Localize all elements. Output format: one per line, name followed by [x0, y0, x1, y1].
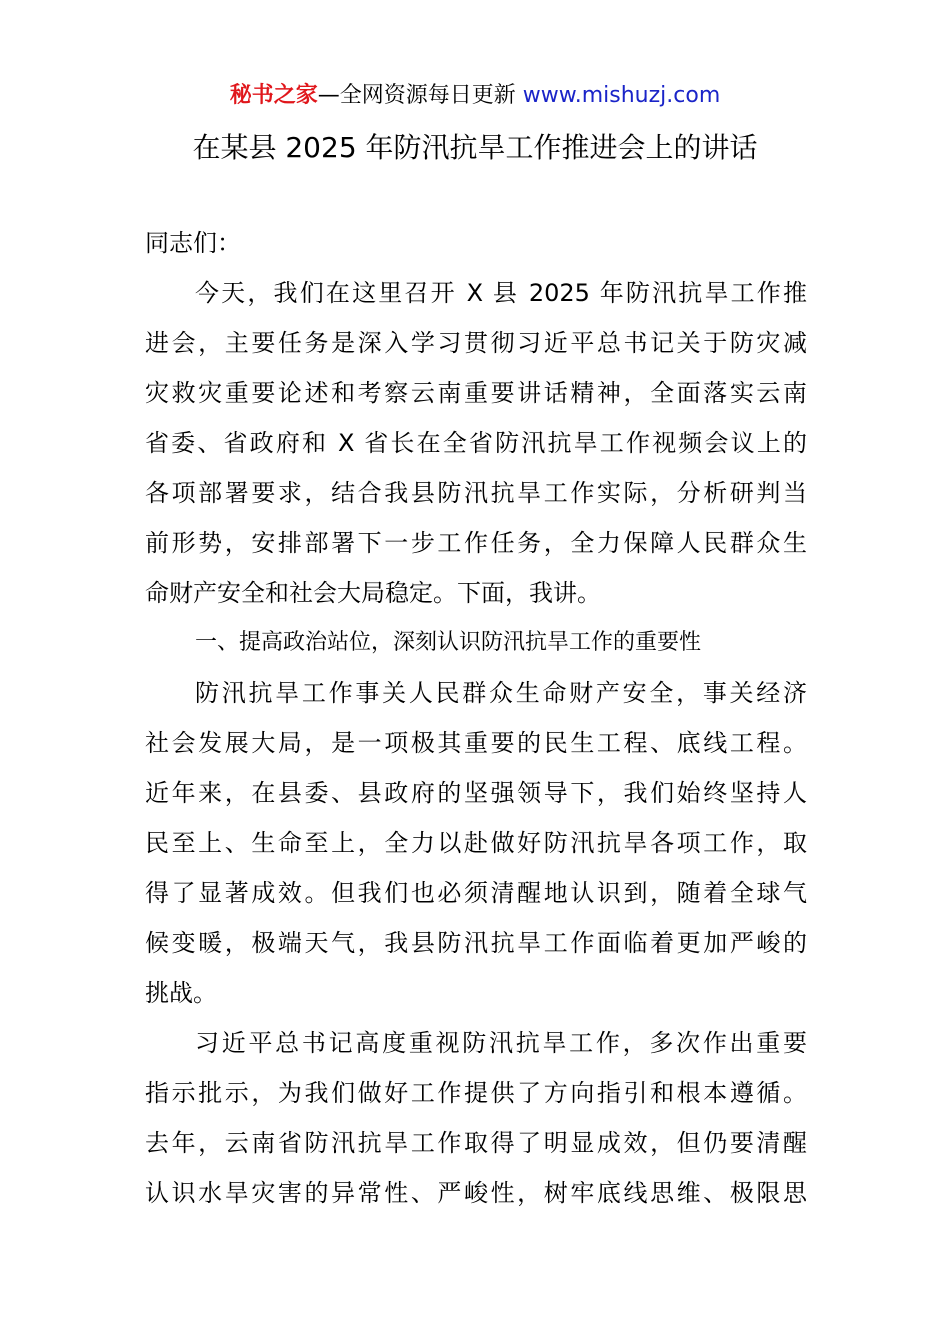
site-header	[0, 80, 950, 112]
text-line: 防汛抗旱工作事关人民群众生命财产安全，事关经济	[195, 679, 807, 707]
text-line: 前形势，安排部署下一步工作任务，全力保障人民群众生	[145, 529, 807, 557]
text-line: 社会发展大局，是一项极其重要的民生工程、底线工程。	[145, 729, 807, 757]
salutation: 同志们：	[145, 229, 241, 257]
section-heading: 一、提高政治站位，深刻认识防汛抗旱工作的重要性	[195, 630, 702, 655]
text-line: 去年，云南省防汛抗旱工作取得了明显成效，但仍要清醒	[145, 1129, 807, 1157]
text-line: 得了显著成效。但我们也必须清醒地认识到，随着全球气	[145, 879, 807, 907]
text-line: 习近平总书记高度重视防汛抗旱工作，多次作出重要	[195, 1029, 807, 1057]
text-line: 民至上、生命至上，全力以赴做好防汛抗旱各项工作，取	[145, 829, 807, 857]
site-brand: 秘书之家	[229, 83, 318, 108]
site-url: www.mishuzj.com	[522, 83, 721, 108]
text-line: 命财产安全和社会大局稳定。下面，我讲。	[145, 579, 601, 607]
document-title: 在某县 2025 年防汛抗旱工作推进会上的讲话	[192, 131, 758, 164]
document-body	[145, 218, 807, 1218]
text-line: 省委、省政府和 X 省长在全省防汛抗旱工作视频会议上的	[145, 429, 807, 457]
text-line: 近年来，在县委、县政府的坚强领导下，我们始终坚持人	[145, 779, 807, 807]
text-line: 挑战。	[145, 979, 217, 1007]
text-line: 今天，我们在这里召开 X 县 2025 年防汛抗旱工作推	[195, 279, 807, 307]
text-line: 进会，主要任务是深入学习贯彻习近平总书记关于防灾减	[145, 329, 807, 357]
text-line: 灾救灾重要论述和考察云南重要讲话精神，全面落实云南	[145, 379, 807, 407]
text-line: 认识水旱灾害的异常性、严峻性，树牢底线思维、极限思	[145, 1179, 807, 1207]
text-line: 候变暖，极端天气，我县防汛抗旱工作面临着更加严峻的	[145, 929, 807, 957]
text-line: 各项部署要求，结合我县防汛抗旱工作实际，分析研判当	[145, 479, 807, 507]
site-tagline: —全网资源每日更新	[317, 83, 523, 108]
text-line: 指示批示，为我们做好工作提供了方向指引和根本遵循。	[145, 1079, 807, 1107]
